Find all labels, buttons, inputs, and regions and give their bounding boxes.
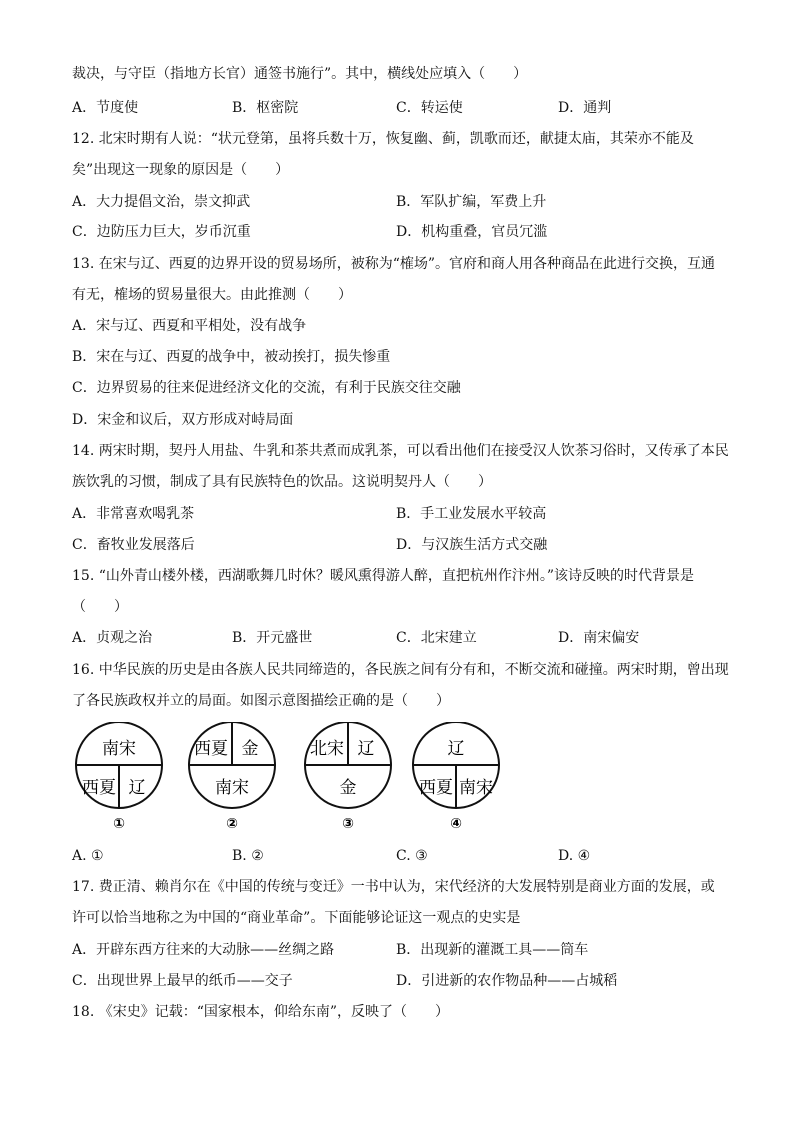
q14-stem-line1: 14. 两宋时期，契丹人用盐、牛乳和茶共煮而成乳茶，可以看出他们在接受汉人饮茶习俗时，又传承了本民 bbox=[72, 443, 729, 459]
diagram-1-label-bottom-left: 西夏 bbox=[82, 778, 116, 798]
q17-stem-line1: 17. 费正清、赖肖尔在《中国的传统与变迁》一书中认为，宋代经济的大发展特别是商业方面的发展，或 bbox=[72, 879, 715, 895]
diagram-1-number: ① bbox=[113, 816, 125, 832]
q14-stem-line2: 族饮乳的习惯，制成了具有民族特色的饮品。这说明契丹人（ ） bbox=[72, 474, 492, 490]
q15-option-a[interactable]: A．贞观之治 bbox=[72, 630, 153, 646]
q15-option-d[interactable]: D．南宋偏安 bbox=[558, 630, 640, 646]
q16-stem-line2: 了各民族政权并立的局面。如图示意图描绘正确的是（ ） bbox=[72, 693, 450, 709]
diagram-4 bbox=[413, 722, 499, 832]
q12-option-b[interactable]: B．军队扩编，军费上升 bbox=[396, 194, 547, 210]
diagram-1-label-top: 南宋 bbox=[102, 739, 136, 759]
q15-stem-line2: （ ） bbox=[72, 599, 128, 615]
q13-stem-line1: 13. 在宋与辽、西夏的边界开设的贸易场所，被称为“榷场”。官府和商人用各种商品在此进行交换，互通 bbox=[72, 256, 716, 272]
q14-option-a[interactable]: A．非常喜欢喝乳茶 bbox=[72, 506, 195, 522]
diagram-3-number: ③ bbox=[342, 816, 354, 832]
diagram-3-label-bottom: 金 bbox=[339, 778, 357, 798]
diagram-4-number: ④ bbox=[450, 816, 462, 832]
diagram-4-label-top: 辽 bbox=[447, 739, 465, 759]
q16-option-c[interactable]: C. ③ bbox=[396, 848, 428, 864]
q17-option-a[interactable]: A．开辟东西方往来的大动脉——丝绸之路 bbox=[72, 942, 335, 958]
q17-option-d[interactable]: D．引进新的农作物品种——占城稻 bbox=[396, 973, 618, 989]
q13-option-a[interactable]: A．宋与辽、西夏和平相处，没有战争 bbox=[72, 318, 307, 334]
q11-option-c[interactable]: C．转运使 bbox=[396, 100, 463, 116]
diagram-3-label-top-left: 北宋 bbox=[310, 739, 344, 759]
regime-diagrams bbox=[72, 722, 512, 834]
q13-option-b[interactable]: B．宋在与辽、西夏的战争中，被动挨打，损失惨重 bbox=[72, 349, 391, 365]
q18-stem-line1: 18. 《宋史》记载：“国家根本，仰给东南”，反映了（ ） bbox=[72, 1004, 450, 1020]
q12-stem-line1: 12. 北宋时期有人说：“状元登第，虽将兵数十万，恢复幽、蓟，凯歌而还，献捷太庙，其荣亦不能及 bbox=[72, 131, 694, 147]
q16-option-b[interactable]: B. ② bbox=[232, 848, 264, 864]
q11-option-d[interactable]: D．通判 bbox=[558, 100, 612, 116]
q11-option-a[interactable]: A．节度使 bbox=[72, 100, 139, 116]
q15-stem-line1: 15. “山外青山楼外楼，西湖歌舞几时休？暖风熏得游人醉，直把杭州作汴州。”该诗反映的时代背景是 bbox=[72, 568, 695, 584]
diagram-4-label-bottom-left: 西夏 bbox=[419, 778, 453, 798]
q12-stem-line2: 矣”出现这一现象的原因是（ ） bbox=[72, 162, 290, 178]
diagram-3-label-top-right: 辽 bbox=[357, 739, 375, 759]
diagram-2-number: ② bbox=[226, 816, 238, 832]
q17-option-c[interactable]: C．出现世界上最早的纸币——交子 bbox=[72, 973, 293, 989]
diagram-2-label-bottom: 南宋 bbox=[215, 778, 249, 798]
q17-option-b[interactable]: B．出现新的灌溉工具——筒车 bbox=[396, 942, 589, 958]
q12-option-c[interactable]: C．边防压力巨大，岁币沉重 bbox=[72, 224, 251, 240]
q13-option-c[interactable]: C．边界贸易的往来促进经济文化的交流，有利于民族交往交融 bbox=[72, 380, 461, 396]
diagram-4-label-bottom-right: 南宋 bbox=[459, 778, 493, 798]
q11-stem-continued: 裁决，与守臣（指地方长官）通签书施行”。其中，横线处应填入（ ） bbox=[72, 66, 528, 82]
q15-option-c[interactable]: C．北宋建立 bbox=[396, 630, 477, 646]
diagram-2-label-top-right: 金 bbox=[241, 739, 259, 759]
q11-option-b[interactable]: B．枢密院 bbox=[232, 100, 299, 116]
q16-option-d[interactable]: D. ④ bbox=[558, 848, 591, 864]
q12-option-a[interactable]: A．大力提倡文治，崇文抑武 bbox=[72, 194, 251, 210]
diagram-1-label-bottom-right: 辽 bbox=[128, 778, 146, 798]
diagram-1 bbox=[76, 722, 162, 832]
q13-stem-line2: 有无，榷场的贸易量很大。由此推测（ ） bbox=[72, 287, 352, 303]
q16-stem-line1: 16. 中华民族的历史是由各族人民共同缔造的，各民族之间有分有和，不断交流和碰撞。两宋时期，曾出现 bbox=[72, 662, 729, 678]
diagram-2 bbox=[189, 722, 275, 832]
q14-option-d[interactable]: D．与汉族生活方式交融 bbox=[396, 537, 548, 553]
q14-option-b[interactable]: B．手工业发展水平较高 bbox=[396, 506, 547, 522]
diagram-2-label-top-left: 西夏 bbox=[194, 739, 228, 759]
q14-option-c[interactable]: C．畜牧业发展落后 bbox=[72, 537, 195, 553]
q16-option-a[interactable]: A. ① bbox=[72, 848, 104, 864]
q15-option-b[interactable]: B．开元盛世 bbox=[232, 630, 313, 646]
q13-option-d[interactable]: D．宋金和议后，双方形成对峙局面 bbox=[72, 412, 294, 428]
q17-stem-line2: 许可以恰当地称之为中国的“商业革命”。下面能够论证这一观点的史实是 bbox=[72, 910, 521, 926]
diagram-3 bbox=[305, 722, 391, 832]
q12-option-d[interactable]: D．机构重叠，官员冗滥 bbox=[396, 224, 548, 240]
